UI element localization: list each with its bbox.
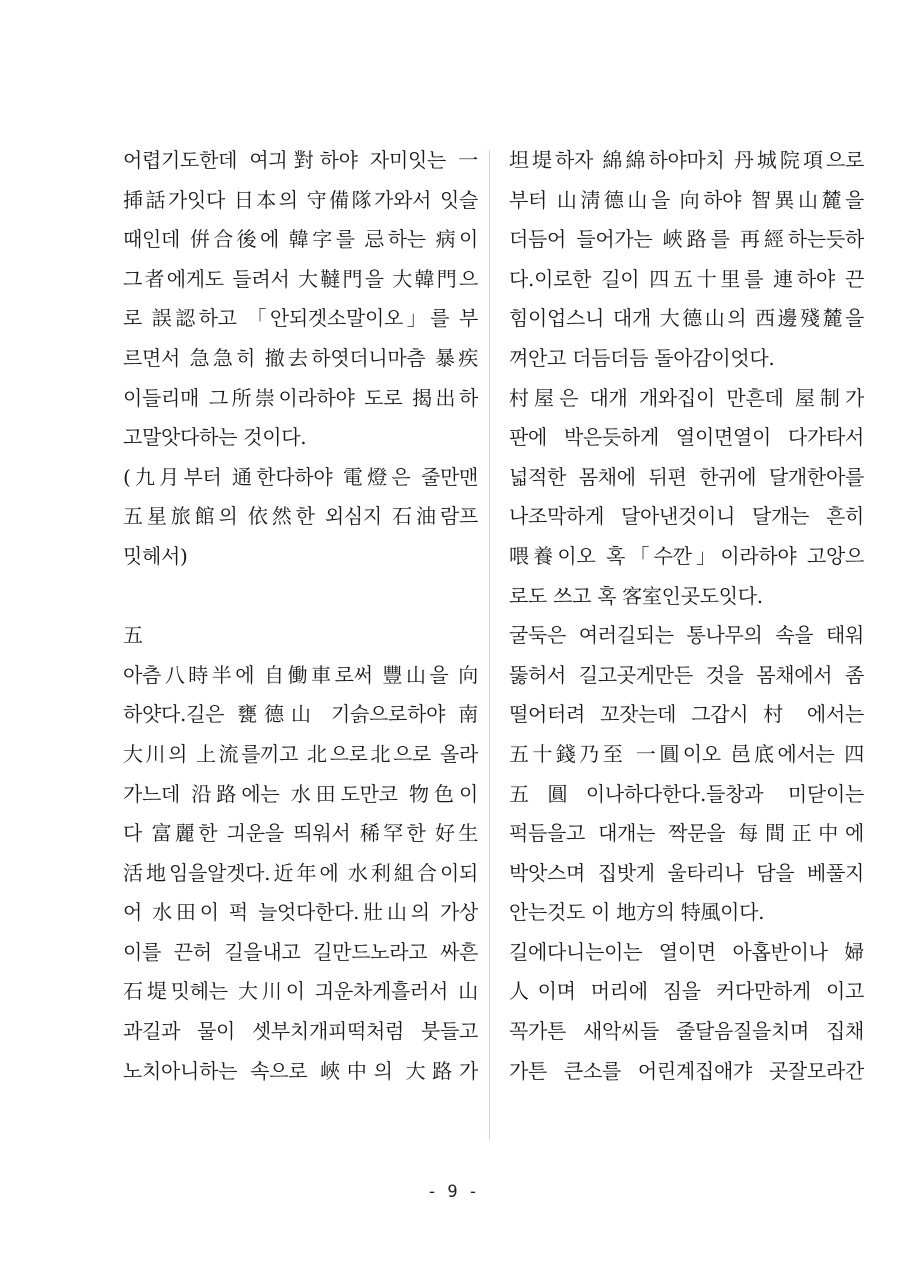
text-line: 가느데 沿路에는 水田도만코 物色이: [123, 781, 478, 806]
text-line: 이들리매 그所崇이라하야 도로 揭出하: [123, 385, 478, 410]
text-line: 부터 山淸德山을 向하야 智異山麓을: [509, 187, 864, 212]
text-line: 어렵기도한데 여긔對하야 자미잇는 一: [123, 148, 478, 172]
text-line: 村屋은 대개 개와집이 만흔데 屋制가: [509, 385, 864, 410]
text-line: 과길과 물이 셋부치개피떡처럼 붓들고: [123, 1019, 478, 1044]
text-line: 大川의 上流를끼고 北으로北으로 올라: [123, 741, 478, 766]
text-line: 더듬어 들어가는 峽路를 再經하는듯하: [509, 227, 864, 252]
text-line: 때인데 倂合後에 韓字를 忌하는 病이: [123, 227, 478, 252]
text-line: 다.이로한 길이 四五十里를 連하야 끈: [509, 266, 864, 291]
text-line: 다 富麗한 긔운을 띄워서 稀罕한 好生: [123, 821, 478, 846]
text-line: 고말앗다하는 것이다.: [123, 425, 307, 450]
text-line: 이를 끈허 길을내고 길만드노라고 싸흔: [123, 939, 478, 964]
text-line: 그者에게도 들려서 大韃門을 大韓門으: [123, 266, 478, 291]
text-line: 굴둑은 여러길되는 통나무의 속을 태워: [509, 623, 864, 648]
text-line: 坦堤하자 綿綿하야마치 丹城院項으로: [509, 148, 864, 172]
text-line: 아츰八時半에 自働車로써 豐山을 向: [123, 662, 478, 687]
column-divider: [489, 150, 490, 1140]
text-line: 喂養이오 혹「수깐」이라하야 고앙으: [509, 543, 864, 568]
text-line: 판에 박은듯하게 열이면열이 다가타서: [509, 425, 864, 450]
text-line: 五星旅館의 依然한 외심지 石油람프: [123, 504, 478, 529]
left-text-column: [123, 141, 478, 1091]
text-line: 로 誤認하고 「안되겟소말이오」를 부: [123, 306, 478, 331]
text-line: 떨어터려 꼬잣는데 그갑시 村 에서는: [509, 702, 864, 727]
right-text-column: [509, 141, 864, 1091]
text-line: 石堤밋헤는 大川이 긔운차게흘러서 山: [123, 979, 478, 1004]
text-line: 퍽듬을고 대개는 짝문을 每間正中에: [509, 821, 864, 846]
text-line: 나조막하게 달아낸것이니 달개는 흔히: [509, 504, 864, 529]
text-line: 뚫허서 길고곳게만든 것을 몸채에서 좀: [509, 662, 864, 687]
text-line: 人이며 머리에 짐을 커다만하게 이고: [509, 979, 864, 1004]
text-line: 노치아니하는 속으로 峽中의 大路가: [123, 1058, 478, 1083]
text-line: 로도 쓰고 혹 客室인곳도잇다.: [509, 583, 763, 608]
text-line: 가튼 큰소를 어린계집애갸 곳잘모라간: [509, 1058, 864, 1083]
text-line: 五十錢乃至 一圓이오 邑底에서는 四: [509, 741, 864, 766]
text-line: 하얏다.길은 甕德山 기슭으로하야 南: [123, 702, 478, 727]
section-heading: 五: [123, 623, 143, 648]
text-line: 活地임을알겟다.近年에 水利組合이되: [123, 860, 478, 885]
text-line: 껴안고 더듬더듬 돌아감이엇다.: [509, 345, 775, 370]
page-number: - 9 -: [426, 1182, 479, 1202]
blank-line: [123, 577, 478, 617]
text-line: 揷話가잇다 日本의 守備隊가와서 잇슬: [123, 187, 478, 212]
text-line: 넓적한 몸채에 뒤편 한귀에 달개한아를: [509, 464, 864, 489]
text-line: 길에다니는이는 열이면 아홉반이나 婦: [509, 939, 864, 964]
text-line: 밋헤서): [123, 543, 188, 568]
text-line: 박앗스며 집밧게 울타리나 담을 베풀지: [509, 860, 864, 885]
text-line: 五圓이나하다한다.들창과 미닫이는: [509, 781, 864, 806]
text-line: 안는것도 이 地方의 特風이다.: [509, 900, 765, 925]
text-line: 힘이업스니 대개 大德山의 西邊殘麓을: [509, 306, 864, 331]
text-line: 어 水田이 퍽 늘엇다한다.壯山의 가상: [123, 900, 478, 925]
text-line: 꼭가튼 새악씨들 줄달음질을치며 집채: [509, 1019, 864, 1044]
text-line: (九月부터 通한다하야 電燈은 줄만맨: [123, 464, 478, 489]
text-line: 르면서 急急히 撤去하엿더니마츰 暴疾: [123, 345, 478, 370]
